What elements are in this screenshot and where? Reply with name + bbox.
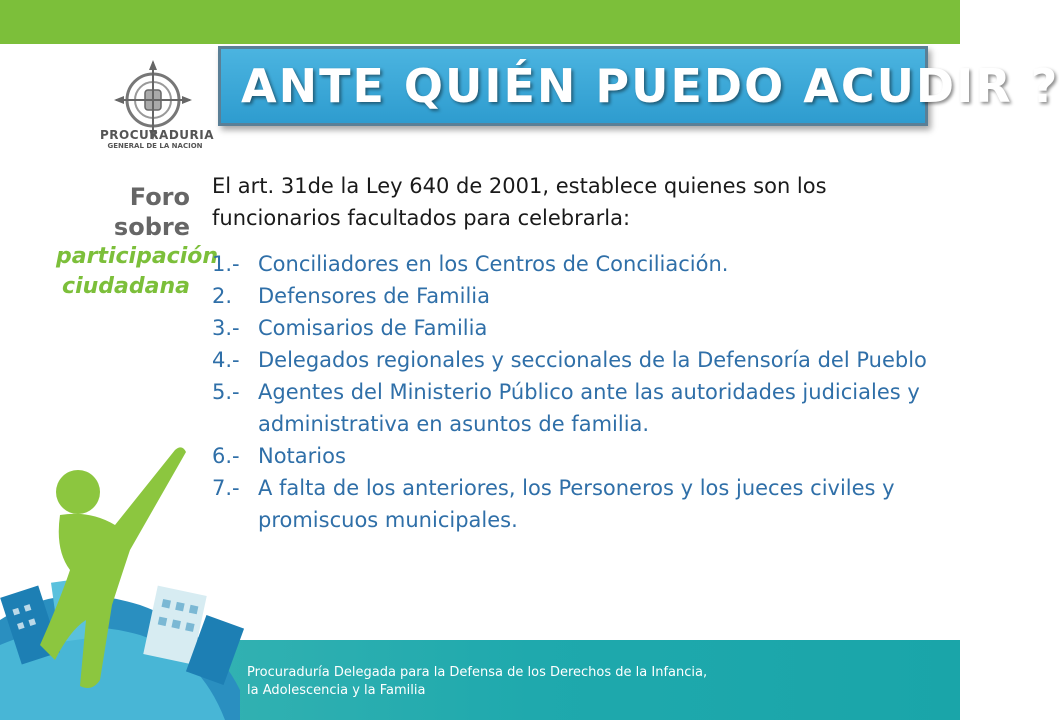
- foro-line-2: participación: [56, 244, 219, 269]
- procuraduria-seal-icon: [108, 60, 198, 170]
- footer-text: [247, 664, 707, 700]
- page-title: ANTE QUIÉN PUEDO ACUDIR ?: [241, 59, 1059, 113]
- list-item-number: 4.-: [212, 348, 240, 372]
- list-item-number: 3.-: [212, 316, 240, 340]
- footer-line-1: Procuraduría Delegada para la Defensa de los Derechos de la Infancia,: [247, 665, 708, 680]
- officials-list: [212, 248, 932, 536]
- list-item-text: Agentes del Ministerio Público ante las autoridades judiciales y administrativa en asuntos de familia.: [258, 380, 920, 436]
- list-item-number: 5.-: [212, 380, 240, 404]
- list-item-number: 1.-: [212, 252, 240, 276]
- top-green-bar: [0, 0, 960, 44]
- list-item-text: A falta de los anteriores, los Personeros y los jueces civiles y promiscuos municipales.: [258, 476, 895, 532]
- logo-org-name: PROCURADURIA: [100, 128, 215, 142]
- foro-line-3: ciudadana: [62, 274, 190, 299]
- list-item: [212, 440, 932, 472]
- list-item-text: Notarios: [258, 444, 346, 468]
- main-content: [212, 170, 932, 536]
- logo-org-subtitle: GENERAL DE LA NACION: [107, 142, 203, 150]
- list-item: [212, 312, 932, 344]
- list-item: [212, 376, 932, 440]
- list-item: [212, 472, 932, 536]
- list-item-text: Comisarios de Familia: [258, 316, 488, 340]
- list-item-text: Conciliadores en los Centros de Conciliación.: [258, 252, 729, 276]
- list-item: [212, 280, 932, 312]
- logo-label: [100, 128, 215, 150]
- list-item-number: 2.: [212, 284, 233, 308]
- footer-line-2: la Adolescencia y la Familia: [247, 683, 426, 698]
- foro-line-1: Foro sobre: [113, 183, 190, 241]
- list-item: [212, 248, 932, 280]
- intro-paragraph: El art. 31de la Ley 640 de 2001, establece quienes son los funcionarios facultados para celebrarla:: [212, 174, 827, 230]
- foro-brand: [56, 182, 219, 302]
- person-city-illustration: [0, 430, 240, 720]
- list-item-text: Delegados regionales y seccionales de la Defensoría del Pueblo: [258, 348, 927, 372]
- list-item-number: 6.-: [212, 444, 240, 468]
- list-item: [212, 344, 932, 376]
- list-item-number: 7.-: [212, 476, 240, 500]
- list-item-text: Defensores de Familia: [258, 284, 490, 308]
- title-banner: [218, 46, 1059, 126]
